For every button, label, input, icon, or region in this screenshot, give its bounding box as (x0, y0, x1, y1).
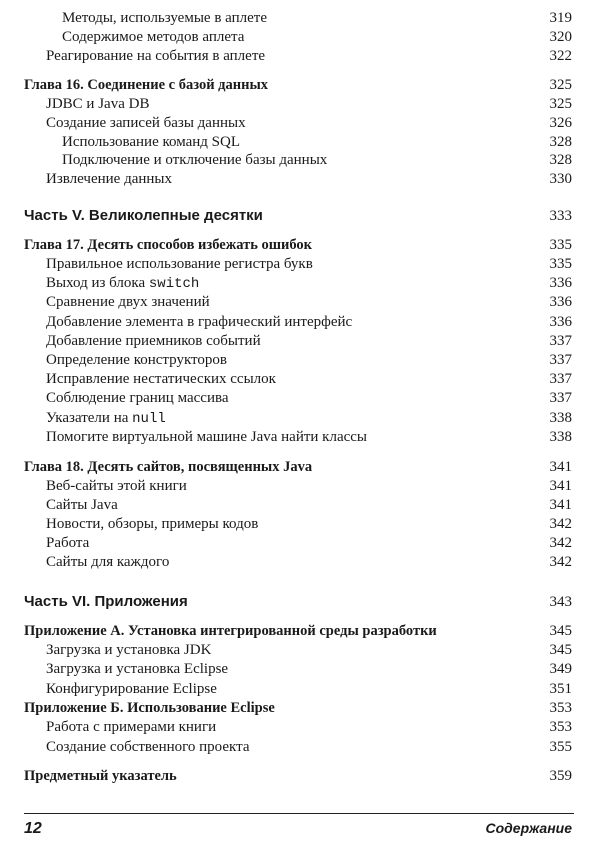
footer-divider (24, 813, 574, 814)
toc-chapter-title: Глава 16. Соединение с базой данных (24, 77, 269, 93)
toc-entry (0, 273, 600, 293)
toc-entry-page: 342 (549, 535, 572, 551)
toc-entry-title: Работа (46, 535, 90, 551)
toc-entry-title: Выход из блока switch (46, 275, 200, 292)
toc-entry-page: 337 (549, 371, 572, 387)
toc-entry-page: 355 (549, 739, 572, 755)
toc-chapter-title: Приложение А. Установка интегрированной среды разработки (24, 623, 437, 639)
toc-entry-page: 335 (549, 256, 572, 272)
toc-entry-page: 320 (549, 29, 572, 45)
toc-entry (0, 640, 600, 660)
toc-entry-title: Сайты Java (46, 497, 118, 513)
toc-entry-page: 328 (549, 152, 572, 168)
toc-chapter-heading (0, 457, 600, 477)
toc-chapter-title: Приложение Б. Использование Eclipse (24, 700, 275, 716)
toc-entry (0, 408, 600, 428)
toc-entry-page: 322 (549, 48, 572, 64)
toc-entry-title: Подключение и отключение базы данных (62, 152, 328, 168)
toc-entry (0, 8, 600, 28)
toc-entry-title: JDBC и Java DB (46, 96, 150, 112)
toc-chapter-heading (0, 698, 600, 718)
toc-entry (0, 150, 600, 170)
toc-entry (0, 552, 600, 572)
footer-section-title: Содержание (485, 820, 572, 836)
toc-entry-title: Исправление нестатических ссылок (46, 371, 276, 387)
toc-entry-page: 338 (549, 410, 572, 426)
toc-entry-page: 341 (549, 478, 572, 494)
toc-entry (0, 388, 600, 408)
toc-entry (0, 254, 600, 274)
toc-entry (0, 495, 600, 515)
toc-entry-page: 342 (549, 554, 572, 570)
toc-entry (0, 169, 600, 189)
toc-entry (0, 292, 600, 312)
toc-chapter-heading (0, 621, 600, 641)
toc-entry-page: 337 (549, 390, 572, 406)
toc-entry-title: Правильное использование регистра букв (46, 256, 313, 272)
toc-entry-page: 345 (549, 623, 572, 639)
toc-entry-title: Работа с примерами книги (46, 719, 217, 735)
toc-entry-page: 337 (549, 352, 572, 368)
toc-part-title: Часть V. Великолепные десятки (24, 207, 263, 224)
toc-entry-title: Сравнение двух значений (46, 294, 210, 310)
toc-entry (0, 679, 600, 699)
toc-entry-page: 326 (549, 115, 572, 131)
toc-entry-page: 330 (549, 171, 572, 187)
toc-entry-page: 341 (549, 459, 572, 475)
toc-entry-title: Указатели на null (46, 410, 166, 427)
toc-entry-page: 319 (549, 10, 572, 26)
toc-entry-title: Веб-сайты этой книги (46, 478, 187, 494)
toc-part-title: Часть VI. Приложения (24, 593, 188, 610)
toc-entry-page: 353 (549, 700, 572, 716)
code-keyword: switch (148, 276, 200, 292)
toc-entry-title: Конфигурирование Eclipse (46, 681, 217, 697)
toc-entry (0, 737, 600, 757)
toc-entry-page: 337 (549, 333, 572, 349)
toc-chapter-heading (0, 75, 600, 95)
toc-entry (0, 533, 600, 553)
toc-entry-title: Извлечение данных (46, 171, 172, 187)
toc-entry-page: 336 (549, 314, 572, 330)
toc-chapter-heading (0, 766, 600, 786)
toc-entry-title: Загрузка и установка JDK (46, 642, 212, 658)
footer-page-number: 12 (24, 820, 42, 837)
toc-entry (0, 132, 600, 152)
toc-entry-title: Определение конструкторов (46, 352, 227, 368)
toc-entry (0, 113, 600, 133)
toc-entry-page: 359 (549, 768, 572, 784)
toc-entry-page: 335 (549, 237, 572, 253)
toc-entry-title: Создание собственного проекта (46, 739, 250, 755)
toc-entry (0, 94, 600, 114)
toc-entry-page: 325 (549, 96, 572, 112)
toc-entry-title: Добавление приемников событий (46, 333, 261, 349)
toc-entry-page: 349 (549, 661, 572, 677)
toc-entry-title: Создание записей базы данных (46, 115, 246, 131)
toc-entry (0, 369, 600, 389)
toc-entry-title: Сайты для каждого (46, 554, 170, 570)
toc-entry (0, 350, 600, 370)
toc-entry-title: Методы, используемые в аплете (62, 10, 267, 26)
toc-part-heading (0, 592, 600, 612)
toc-entry-page: 345 (549, 642, 572, 658)
toc-chapter-title: Глава 18. Десять сайтов, посвященных Java (24, 459, 313, 475)
toc-entry (0, 27, 600, 47)
code-keyword: null (132, 411, 166, 427)
toc-entry-page: 343 (549, 594, 572, 610)
toc-entry-page: 341 (549, 497, 572, 513)
toc-entry-page: 328 (549, 134, 572, 150)
toc-entry-page: 333 (549, 208, 572, 224)
toc-entry-title: Добавление элемента в графический интерфейс (46, 314, 353, 330)
toc-entry (0, 514, 600, 534)
toc-entry (0, 659, 600, 679)
toc-entry-title: Помогите виртуальной машине Java найти классы (46, 429, 368, 445)
toc-chapter-heading (0, 235, 600, 255)
toc-part-heading (0, 206, 600, 226)
toc-entry-page: 353 (549, 719, 572, 735)
toc-entry (0, 312, 600, 332)
toc-entry-page: 351 (549, 681, 572, 697)
toc-entry (0, 331, 600, 351)
toc-entry-title: Содержимое методов аплета (62, 29, 245, 45)
toc-entry-title: Новости, обзоры, примеры кодов (46, 516, 259, 532)
toc-chapter-title: Предметный указатель (24, 768, 177, 784)
toc-entry-page: 325 (549, 77, 572, 93)
toc-entry-title: Загрузка и установка Eclipse (46, 661, 229, 677)
toc-entry-page: 338 (549, 429, 572, 445)
toc-chapter-title: Глава 17. Десять способов избежать ошибок (24, 237, 313, 253)
toc-entry-title: Реагирование на события в аплете (46, 48, 266, 64)
toc-entry-page: 336 (549, 294, 572, 310)
toc-entry-page: 342 (549, 516, 572, 532)
toc-entry (0, 46, 600, 66)
toc-entry-page: 336 (549, 275, 572, 291)
toc-entry (0, 427, 600, 447)
toc-entry-title: Использование команд SQL (62, 134, 241, 150)
toc-entry-title: Соблюдение границ массива (46, 390, 229, 406)
toc-entry (0, 717, 600, 737)
toc-entry (0, 476, 600, 496)
